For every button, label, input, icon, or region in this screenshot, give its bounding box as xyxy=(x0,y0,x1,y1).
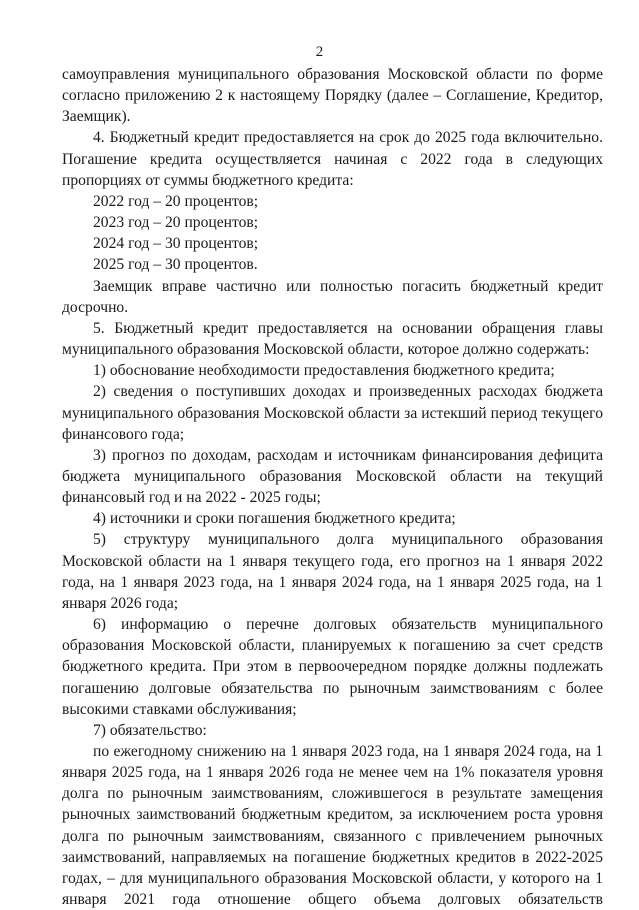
paragraph-item-4: 4. Бюджетный кредит предоставляется на срок до 2025 года включительно. Погашение кредита осуществляется начиная с 2022 года в следующих пропорциях от суммы бюджетного кредита: xyxy=(62,129,603,189)
subitem-2: 2) сведения о поступивших доходах и произведенных расходах бюджета муниципального образования Московской области за истекший период текущего финансового года; xyxy=(62,383,603,443)
repayment-2024: 2024 год – 30 процентов; xyxy=(93,235,259,253)
paragraph-continuation: самоуправления муниципального образования Московской области по форме согласно приложению 2 к настоящему Порядку (далее – Соглашение, Кредитор, Заемщик). xyxy=(62,66,603,126)
subitem-3: 3) прогноз по доходам, расходам и источникам финансирования дефицита бюджета муниципального образования Московской области на текущий финансовый год и на 2022 - 2025 годы; xyxy=(62,446,603,507)
page-number: 2 xyxy=(315,44,324,60)
subitem-1: 1) обоснование необходимости предоставления бюджетного кредита; xyxy=(93,362,555,380)
document-body xyxy=(62,64,603,910)
paragraph-item-5: 5. Бюджетный кредит предоставляется на основании обращения главы муниципального образования Московской области, которое должно содержать: xyxy=(62,319,603,359)
subitem-5: 5) структуру муниципального долга муниципального образования Московской области на 1 января текущего года, его прогноз на 1 января 2022 года, на 1 января 2023 года, на 1 января 2024 года, на 1 января 2025 года, на 1 января 2026 года; xyxy=(62,531,603,612)
subitem-4: 4) источники и сроки погашения бюджетного кредита; xyxy=(93,510,456,528)
subitem-7: 7) обязательство: xyxy=(93,721,207,739)
subitem-6: 6) информацию о перечне долговых обязательств муниципального образования Московской области, планируемых к погашению за счет средств бюджетного кредита. При этом в первоочередном порядке должны подлежать погашению долговые обязательства по рыночным заимствованиям с более высокими ставками обслуживания; xyxy=(62,616,603,718)
early-repayment-paragraph: Заемщик вправе частично или полностью погасить бюджетный кредит досрочно. xyxy=(62,277,603,316)
repayment-2025: 2025 год – 30 процентов. xyxy=(93,256,258,274)
repayment-2023: 2023 год – 20 процентов; xyxy=(93,214,259,232)
obligation-paragraph: по ежегодному снижению на 1 января 2023 года, на 1 января 2024 года, на 1 января 2025 года, на 1 января 2026 года не менее чем на 1% показателя уровня долга по рыночным заимствованиям, сложившегося в результате замещения рыночных заимствований бюджетным кредитом, за исключением роста уровня долга по рыночным заимствованиям, связанного с привлечением рыночных заимствований, направляемых на погашение бюджетных кредитов в 2022-2025 годах, – для муниципального образования Московской области, у которого на 1 января 2021 года отношение общего объема долговых обязательств xyxy=(62,743,603,909)
repayment-2022: 2022 год – 20 процентов; xyxy=(93,192,259,210)
